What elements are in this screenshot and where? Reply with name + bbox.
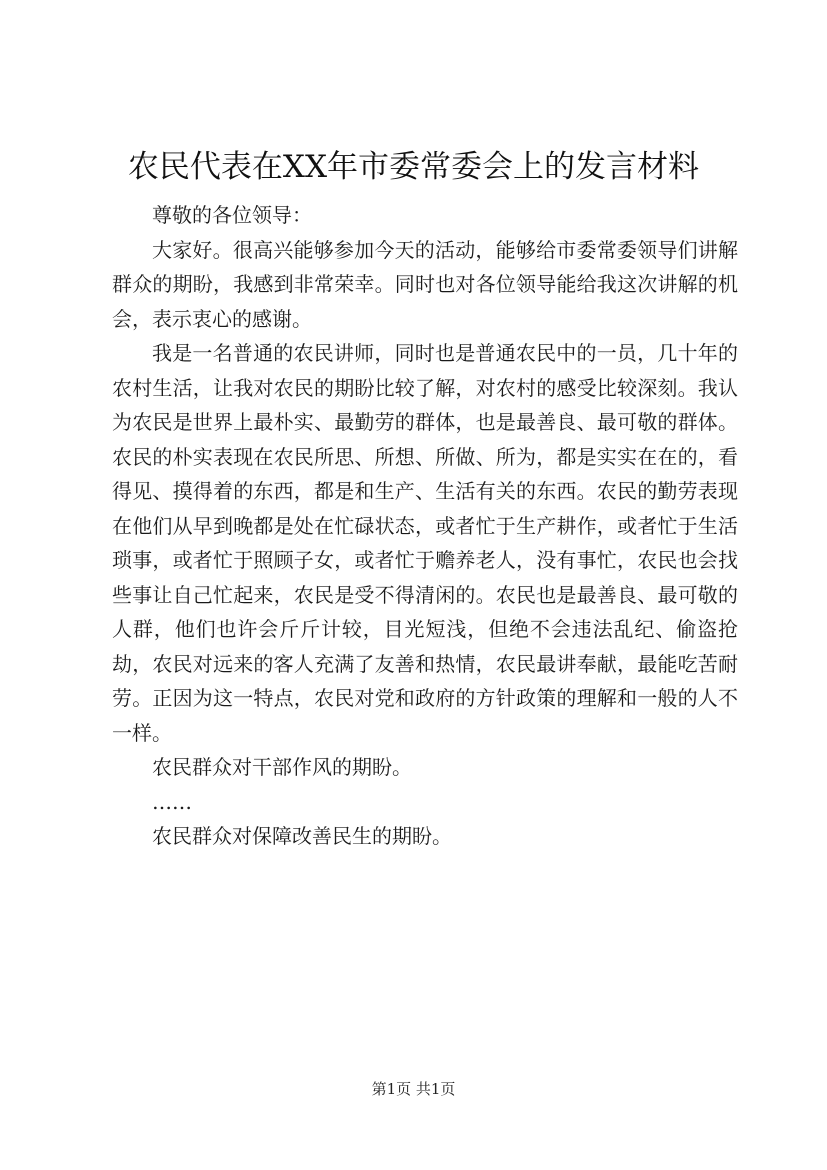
- document-title: 农民代表在XX年市委常委会上的发言材料: [127, 149, 700, 185]
- salutation: 尊敬的各位领导：: [152, 203, 312, 227]
- ellipsis: ……: [152, 789, 192, 814]
- paragraph-greeting: 大家好。很高兴能够参加今天的活动，能够给市委常委领导们讲解群众的期盼，我感到非常荣幸。同时也对各位领导能给我这次讲解的机会，表示衷心的感谢。: [112, 237, 738, 331]
- paragraph-main: 我是一名普通的农民讲师，同时也是普通农民中的一员，几十年的农村生活，让我对农民的期盼比较了解，对农村的感受比较深刻。我认为农民是世界上最朴实、最勤劳的群体，也是最善良、最可敬的群体。农民的朴实表现在农民所思、所想、所做、所为，都是实实在在的，看得见、摸得着的东西，都是和生产、生活有关的东西。农民的勤劳表现在他们从早到晚都是处在忙碌状态，或者忙于生产耕作，或者忙于生活琐事，或者忙于照顾子女，或者忙于赡养老人，没有事忙，农民也会找些事让自己忙起来，农民是受不得清闲的。农民也是最善良、最可敬的人群，他们也许会斤斤计较，目光短浅，但绝不会违法乱纪、偷盗抢劫，农民对远来的客人充满了友善和热情，农民最讲奉献，最能吃苦耐劳。正因为这一特点，农民对党和政府的方针政策的理解和一般的人不一样。: [112, 341, 738, 745]
- paragraph-cadre-style: 农民群众对干部作风的期盼。: [152, 755, 412, 779]
- document-body: [112, 198, 738, 854]
- paragraph-livelihood: 农民群众对保障改善民生的期盼。: [152, 824, 452, 848]
- page-number: 第1页 共1页: [371, 1080, 456, 1098]
